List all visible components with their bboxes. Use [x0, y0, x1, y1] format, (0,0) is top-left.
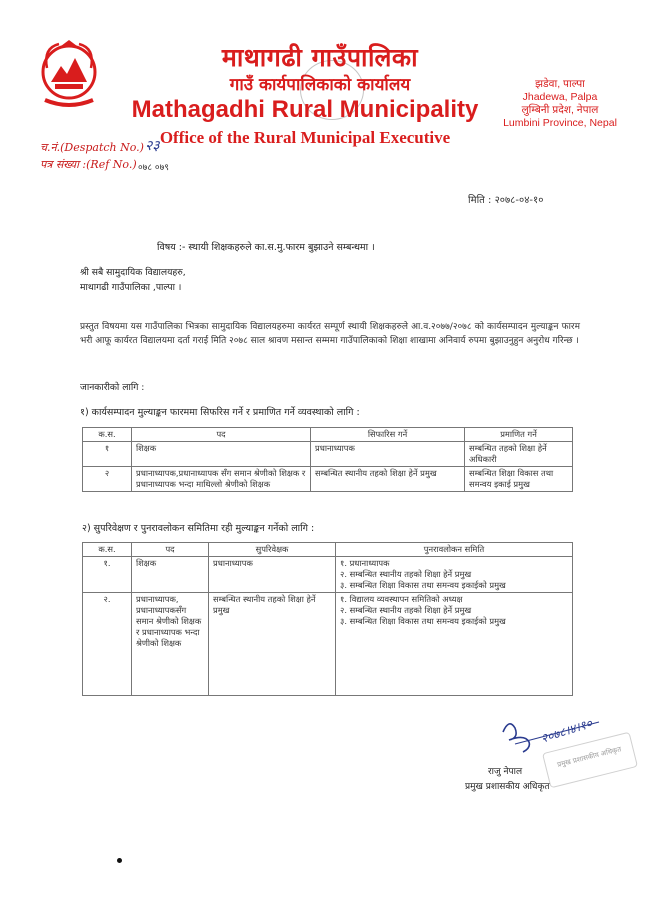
office-name-english: Office of the Rural Municipal Executive: [159, 128, 451, 147]
office-name-nepali: गाउँ कार्यपालिकाको कार्यालय: [229, 75, 411, 95]
recipient-line-1: श्री सबै सामुदायिक विद्यालयहरु,: [80, 267, 186, 278]
subject-line: विषय :- स्थायी शिक्षकहरुले का.स.मु.फारम बुझाउने सम्बन्धमा ।: [157, 242, 375, 253]
table2-cell: २.: [83, 593, 132, 696]
table2-cell: शिक्षक: [132, 557, 209, 593]
table-row: [83, 467, 573, 492]
address-nepali-2: लुम्बिनी प्रदेश, नेपाल: [521, 104, 599, 116]
nepal-emblem-logo: [37, 38, 101, 114]
table2-cell: सम्बन्धित स्थानीय तहको शिक्षा हेर्ने प्रमुख: [209, 593, 336, 696]
municipality-name-nepali: माथागढी गाउँपालिका: [221, 43, 419, 72]
address-english-2: Lumbini Province, Nepal: [503, 117, 617, 129]
table1-cell: सम्बन्धित स्थानीय तहको शिक्षा हेर्ने प्रमुख: [311, 467, 465, 492]
table1-cell: प्रधानाध्यापक,प्रधानाध्यापक सँग समान श्रेणीको शिक्षक र प्रधानाध्यापक भन्दा माथिल्लो श्रेणीको शिक्षक: [132, 467, 311, 492]
ref-number-label: पत्र संख्या :(Ref No.): [40, 158, 137, 171]
signatory-name: राजु नेपाल: [488, 767, 523, 777]
table1-header-recommender: सिफारिस गर्ने: [311, 428, 465, 442]
section-1-heading: १) कार्यसम्पादन मुल्याङ्कन फारममा सिफरिस गर्ने र प्रमाणित गर्ने व्यवस्थाको लागि :: [80, 407, 360, 418]
table-row: [83, 593, 573, 696]
table2-cell: १. प्रधानाध्यापक २. सम्बन्धित स्थानीय तहको शिक्षा हेर्ने प्रमुख ३. सम्बन्धित शिक्षा विकास तथा समन्वय इकाईको प्रमुख: [336, 557, 573, 593]
table1-cell: सम्बन्धित तहको शिक्षा हेर्ने अधिकारी: [465, 442, 573, 467]
despatch-number: २३: [145, 138, 160, 154]
punch-hole-mark: [117, 858, 122, 863]
table1-cell: सम्बन्धित शिक्षा विकास तथा समन्वय इकाई प्रमुख: [465, 467, 573, 492]
info-label: जानकारीको लागि :: [80, 382, 145, 393]
table1-cell: २: [83, 467, 132, 492]
table1-cell: १: [83, 442, 132, 467]
table1-header-sn: क.स.: [83, 428, 132, 442]
signature-date: २०७८।४।१०: [539, 716, 594, 746]
table2-header-post: पद: [132, 543, 209, 557]
recipient-line-2: माथागढी गाउँपालिका ,पाल्पा ।: [80, 282, 182, 293]
recommendation-table: [82, 427, 573, 492]
table1-cell: प्रधानाध्यापक: [311, 442, 465, 467]
table-row: [83, 557, 573, 593]
table1-header-certifier: प्रमाणित गर्ने: [465, 428, 573, 442]
despatch-label: च.नं.(Despatch No.): [40, 141, 144, 154]
table2-cell: १. विद्यालय व्यवस्थापन समितिको अध्यक्ष २. सम्बन्धित स्थानीय तहको शिक्षा हेर्ने प्रमुख ३. सम्बन्धित शिक्षा विकास तथा समन्वय इकाईको प्रमुख: [336, 593, 573, 696]
address-english-1: Jhadewa, Palpa: [522, 91, 598, 103]
table2-cell: १.: [83, 557, 132, 593]
table-row: [83, 442, 573, 467]
table2-header-supervisor: सुपरिवेक्षक: [209, 543, 336, 557]
table2-header-sn: क.स.: [83, 543, 132, 557]
table2-header-committee: पुनरावलोकन समिति: [336, 543, 573, 557]
table1-cell: शिक्षक: [132, 442, 311, 467]
table1-header-post: पद: [132, 428, 311, 442]
designation-stamp-text: प्रमुख प्रशासकीय अधिकृत: [556, 745, 623, 769]
review-committee-table: [82, 542, 573, 696]
address-nepali-1: झडेवा, पाल्पा: [535, 78, 585, 90]
municipality-name-english: Mathagadhi Rural Municipality: [131, 96, 479, 123]
ref-number: ०७८ ०७९: [138, 163, 169, 173]
signatory-designation: प्रमुख प्रशासकीय अधिकृत: [465, 782, 550, 792]
letter-date: मिति : २०७८-०४-१०: [468, 195, 544, 206]
table2-cell: प्रधानाध्यापक, प्रधानाध्यापकसँग समान श्रेणीको शिक्षक र प्रधानाध्यापक भन्दा श्रेणीको शिक्षक: [132, 593, 209, 696]
table2-cell: प्रधानाध्यापक: [209, 557, 336, 593]
body-paragraph: प्रस्तुत विषयमा यस गाउँपालिका भित्रका सामुदायिक विद्यालयहरुमा कार्यरत सम्पूर्ण स्थायी शिक्षकहरुले आ.व.२०७७/२०७८ को कार्यसम्पादन मुल्याङ्कन फारम भरी आफू कार्यरत विद्यालयमा दर्ता गराई मिति २०७८ साल श्रावण मसान्त सम्ममा गाउँपालिकाको शिक्षा शाखामा अनिवार्य रुपमा बुझाउनुहुन अनुरोध गरिन्छ ।: [80, 322, 580, 346]
section-2-heading: २) सुपरिवेक्षण र पुनरावलोकन समितिमा रही मुल्याङ्कन गर्नेको लागि :: [82, 523, 315, 534]
